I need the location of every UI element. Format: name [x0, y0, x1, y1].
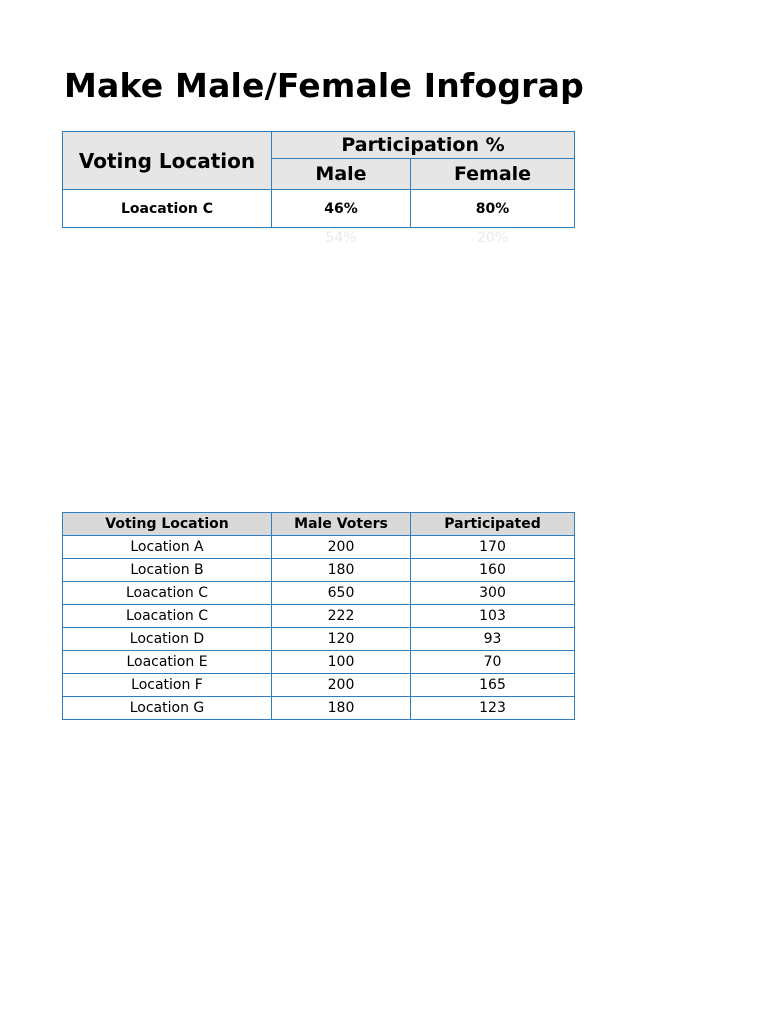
male-voters-cell[interactable]: 200 [272, 536, 411, 559]
male-voters-cell[interactable]: 200 [272, 674, 411, 697]
complement-row [63, 228, 575, 249]
male-voters-column-header[interactable]: Male Voters [272, 513, 411, 536]
voting-location-header[interactable]: Voting Location [63, 132, 272, 190]
participated-cell[interactable]: 165 [411, 674, 575, 697]
table-row [63, 582, 575, 605]
complement-empty-cell[interactable] [63, 228, 272, 249]
male-voters-cell[interactable]: 180 [272, 559, 411, 582]
male-voters-cell[interactable]: 180 [272, 697, 411, 720]
male-voters-cell[interactable]: 222 [272, 605, 411, 628]
participated-cell[interactable]: 123 [411, 697, 575, 720]
male-percent-cell[interactable]: 46% [272, 190, 411, 228]
location-cell[interactable]: Loacation C [63, 605, 272, 628]
male-voters-cell[interactable]: 120 [272, 628, 411, 651]
female-complement-cell[interactable]: 20% [476, 230, 509, 246]
participated-cell[interactable]: 93 [411, 628, 575, 651]
page-title: Make Male/Female Infograp [64, 66, 584, 105]
male-voters-cell[interactable]: 100 [272, 651, 411, 674]
table-row [63, 559, 575, 582]
table-row [63, 536, 575, 559]
male-voters-cell[interactable]: 650 [272, 582, 411, 605]
table-row [63, 697, 575, 720]
female-percent-cell[interactable]: 80% [411, 190, 575, 228]
table-row [63, 628, 575, 651]
male-complement-cell[interactable]: 54% [325, 230, 357, 246]
table-row [63, 651, 575, 674]
male-voters-table [62, 512, 575, 720]
participated-column-header[interactable]: Participated [411, 513, 575, 536]
female-header[interactable]: Female [411, 159, 575, 190]
participated-cell[interactable]: 300 [411, 582, 575, 605]
location-cell[interactable]: Location B [63, 559, 272, 582]
location-cell[interactable]: Location G [63, 697, 272, 720]
participation-summary-table [62, 131, 575, 248]
table-row [63, 605, 575, 628]
participated-cell[interactable]: 70 [411, 651, 575, 674]
location-cell[interactable]: Location F [63, 674, 272, 697]
location-cell[interactable]: Loacation C [63, 582, 272, 605]
participation-header[interactable]: Participation % [272, 132, 575, 159]
voting-location-column-header[interactable]: Voting Location [63, 513, 272, 536]
location-cell[interactable]: Loacation E [63, 651, 272, 674]
table-row [63, 190, 575, 228]
location-cell[interactable]: Location D [63, 628, 272, 651]
male-header[interactable]: Male [272, 159, 411, 190]
participated-cell[interactable]: 170 [411, 536, 575, 559]
location-cell[interactable]: Loacation C [63, 190, 272, 228]
location-cell[interactable]: Location A [63, 536, 272, 559]
participated-cell[interactable]: 103 [411, 605, 575, 628]
table-row [63, 674, 575, 697]
participated-cell[interactable]: 160 [411, 559, 575, 582]
